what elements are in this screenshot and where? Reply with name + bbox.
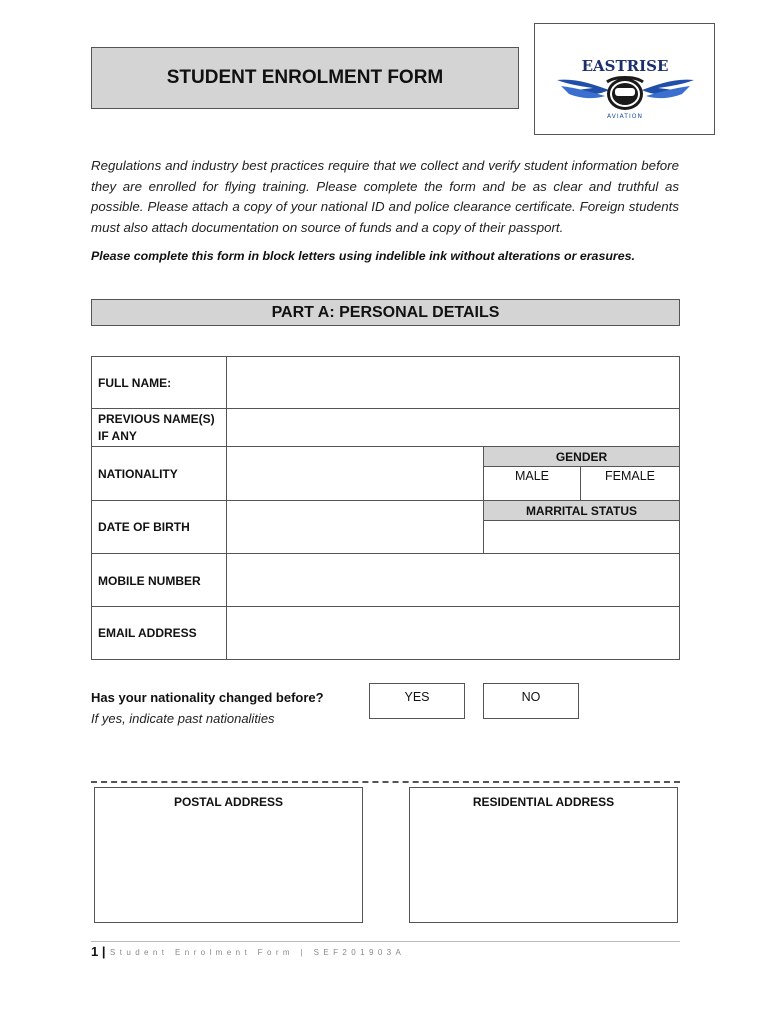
footer-page-number xyxy=(91,944,106,959)
email-address-field[interactable] xyxy=(227,607,679,659)
date-of-birth-label: DATE OF BIRTH xyxy=(98,520,190,534)
gender-female-option[interactable]: FEMALE xyxy=(604,469,655,483)
full-name-field[interactable] xyxy=(227,357,679,408)
form-title: STUDENT ENROLMENT FORM xyxy=(91,47,519,109)
nationality-change-no-box[interactable]: NO xyxy=(483,683,579,719)
page-number: 1 xyxy=(91,944,99,959)
section-heading-part-a: PART A: PERSONAL DETAILS xyxy=(91,299,680,326)
logo-subtext: AVIATION xyxy=(607,113,643,120)
postal-address-title: POSTAL ADDRESS xyxy=(173,795,284,809)
marital-status-field[interactable] xyxy=(484,521,679,553)
residential-address-box[interactable] xyxy=(409,787,678,923)
eastrise-logo-icon xyxy=(535,24,716,136)
mobile-number-field[interactable] xyxy=(227,554,679,606)
nationality-change-question: Has your nationality changed before? xyxy=(91,690,324,705)
full-name-label: FULL NAME: xyxy=(98,376,172,390)
previous-names-field[interactable] xyxy=(227,409,679,446)
dashed-divider xyxy=(91,781,680,783)
date-of-birth-field[interactable] xyxy=(227,501,483,553)
page-separator: | xyxy=(101,944,106,959)
gender-header: GENDER xyxy=(483,446,680,467)
nationality-field[interactable] xyxy=(227,447,483,500)
previous-names-label-line2: IF ANY xyxy=(98,429,137,443)
email-address-label: EMAIL ADDRESS xyxy=(98,626,197,640)
nationality-label: NATIONALITY xyxy=(98,467,178,481)
postal-address-box[interactable] xyxy=(94,787,363,923)
footer-form-code: Student Enrolment Form | SEF201903A xyxy=(110,948,406,957)
gender-male-option[interactable]: MALE xyxy=(514,469,550,483)
instruction-text: Please complete this form in block letters using indelible ink without alterations or erasures. xyxy=(91,249,635,263)
company-logo xyxy=(534,23,715,135)
nationality-change-yes-box[interactable]: YES xyxy=(369,683,465,719)
marital-status-header: MARRITAL STATUS xyxy=(483,500,680,521)
residential-address-title: RESIDENTIAL ADDRESS xyxy=(472,795,615,809)
mobile-number-label: MOBILE NUMBER xyxy=(98,574,201,588)
nationality-change-hint: If yes, indicate past nationalities xyxy=(91,711,275,726)
intro-paragraph: Regulations and industry best practices require that we collect and verify student information before they are enrolled for flying training. Please complete the form and be as clear and truthful as possible. Please attach a copy of your national ID and police clearance certificate. Foreign students must also attach documentation on source of funds and a copy of their passport. xyxy=(91,158,679,235)
logo-wordmark: EASTRISE xyxy=(581,57,669,75)
footer-rule xyxy=(91,941,680,942)
previous-names-label-line1: PREVIOUS NAME(S) xyxy=(98,412,215,426)
